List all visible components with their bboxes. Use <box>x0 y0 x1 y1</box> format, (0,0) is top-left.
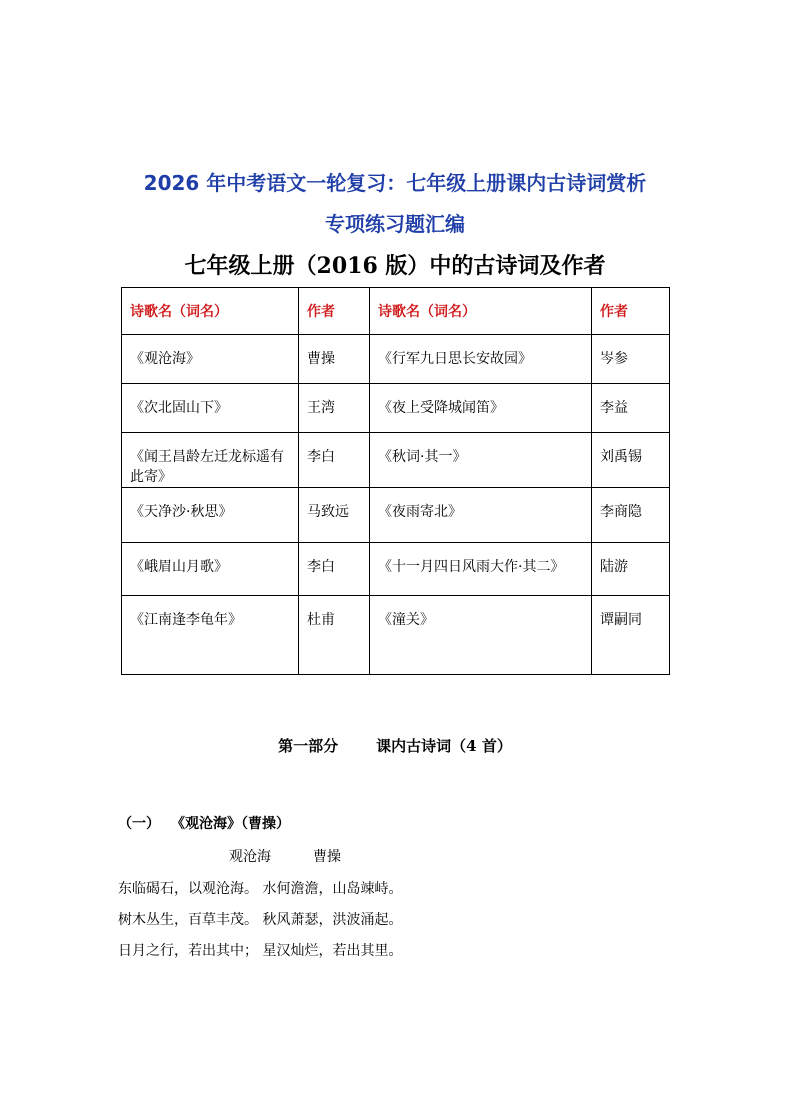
author-cell: 王湾 <box>299 384 370 433</box>
table-row <box>122 596 670 675</box>
poem-title-line <box>229 846 341 866</box>
poem-name-cell: 《十一月四日风雨大作·其二》 <box>370 543 592 596</box>
table-row <box>122 433 670 488</box>
author-cell: 陆游 <box>592 543 670 596</box>
author-cell: 李商隐 <box>592 488 670 543</box>
poem-name-cell: 《江南逢李龟年》 <box>122 596 299 675</box>
section-number: （一） <box>118 816 160 832</box>
poem-name-cell: 《潼关》 <box>370 596 592 675</box>
poem-name-cell: 《次北固山下》 <box>122 384 299 433</box>
header-author-2: 作者 <box>592 288 670 335</box>
header-poem-name-2: 诗歌名（词名） <box>370 288 592 335</box>
author-cell: 刘禹锡 <box>592 433 670 488</box>
poem-name-cell: 《秋词·其一》 <box>370 433 592 488</box>
table-row <box>122 384 670 433</box>
poem-title: 观沧海 <box>229 849 271 865</box>
author-cell: 曹操 <box>299 335 370 384</box>
poem-author: 曹操 <box>313 849 341 865</box>
table-row <box>122 543 670 596</box>
author-cell: 杜甫 <box>299 596 370 675</box>
poem-name-cell: 《观沧海》 <box>122 335 299 384</box>
author-cell: 李益 <box>592 384 670 433</box>
author-cell: 岑参 <box>592 335 670 384</box>
author-cell: 李白 <box>299 543 370 596</box>
author-cell: 李白 <box>299 433 370 488</box>
poem-name-cell: 《峨眉山月歌》 <box>122 543 299 596</box>
poem-name-cell: 《夜雨寄北》 <box>370 488 592 543</box>
author-cell: 谭嗣同 <box>592 596 670 675</box>
poem-name-cell: 《夜上受降城闻笛》 <box>370 384 592 433</box>
table-row <box>122 335 670 384</box>
poem-line: 日月之行，若出其中； 星汉灿烂，若出其里。 <box>118 943 403 959</box>
poems-table <box>121 287 670 675</box>
section-heading <box>118 813 290 833</box>
table-header-row <box>122 288 670 335</box>
document-title-line-1: 2026 年中考语文一轮复习：七年级上册课内古诗词赏析 <box>143 171 647 195</box>
table-row <box>122 488 670 543</box>
poem-name-cell: 《天净沙·秋思》 <box>122 488 299 543</box>
table-title: 七年级上册（2016 版）中的古诗词及作者 <box>184 253 606 279</box>
header-author-1: 作者 <box>299 288 370 335</box>
section-title: 《观沧海》（曹操） <box>178 816 290 832</box>
poem-name-cell: 《闻王昌龄左迁龙标遥有此寄》 <box>122 433 299 488</box>
part-title: 课内古诗词（4 首） <box>376 737 512 755</box>
poem-line: 树木丛生，百草丰茂。 秋风萧瑟，洪波涌起。 <box>118 912 403 928</box>
poem-name-cell: 《行军九日思长安故园》 <box>370 335 592 384</box>
part-heading <box>0 735 790 756</box>
header-poem-name-1: 诗歌名（词名） <box>122 288 299 335</box>
author-cell: 马致远 <box>299 488 370 543</box>
part-label: 第一部分 <box>278 737 339 755</box>
document-title-line-2: 专项练习题汇编 <box>325 212 465 236</box>
poem-line: 东临碣石，以观沧海。 水何澹澹，山岛竦峙。 <box>118 881 403 897</box>
